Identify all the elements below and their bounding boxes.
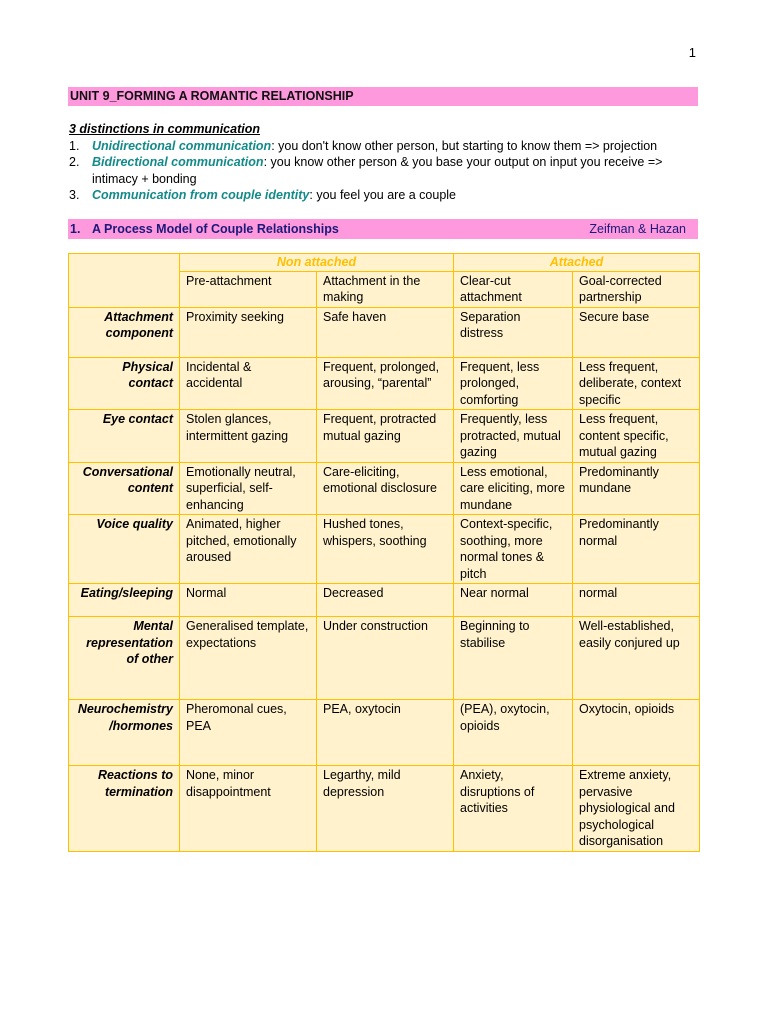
page-number: 1 bbox=[688, 45, 696, 60]
row-header: Eating/sleeping bbox=[69, 584, 180, 617]
table-row bbox=[69, 766, 700, 852]
table-corner-cell bbox=[69, 271, 180, 307]
table-cell: Frequently, less protracted, mutual gazing bbox=[454, 410, 573, 463]
table-cell: Animated, higher pitched, emotionally aroused bbox=[180, 515, 317, 584]
section-number: 1. bbox=[70, 222, 81, 236]
distinction-term: Bidirectional communication bbox=[92, 155, 264, 169]
table-cell: Proximity seeking bbox=[180, 307, 317, 357]
table-cell: normal bbox=[573, 584, 700, 617]
distinction-item bbox=[69, 154, 699, 187]
list-number: 3. bbox=[69, 188, 80, 202]
row-header: Attachment component bbox=[69, 307, 180, 357]
table-cell: Legarthy, mild depression bbox=[317, 766, 454, 852]
column-header: Attachment in the making bbox=[317, 271, 454, 307]
row-header: Physical contact bbox=[69, 357, 180, 410]
distinctions-section bbox=[69, 121, 699, 204]
distinction-text: : you don't know other person, but starting to know them => projection bbox=[271, 138, 658, 153]
table-cell: Emotionally neutral, superficial, self-enhancing bbox=[180, 462, 317, 515]
table-row bbox=[69, 515, 700, 584]
process-model-table bbox=[68, 253, 700, 852]
section-author: Zeifman & Hazan bbox=[589, 222, 686, 236]
list-number: 1. bbox=[69, 138, 80, 153]
table-cell: Stolen glances, intermittent gazing bbox=[180, 410, 317, 463]
table-row bbox=[69, 357, 700, 410]
table-cell: Frequent, protracted mutual gazing bbox=[317, 410, 454, 463]
table-cell: Safe haven bbox=[317, 307, 454, 357]
table-cell: Context-specific, soothing, more normal tones & pitch bbox=[454, 515, 573, 584]
table-row bbox=[69, 617, 700, 700]
unit-title: UNIT 9_FORMING A ROMANTIC RELATIONSHIP bbox=[68, 87, 698, 106]
table-cell: (PEA), oxytocin, opioids bbox=[454, 700, 573, 766]
row-header: Neurochemistry /hormones bbox=[69, 700, 180, 766]
column-header-row bbox=[69, 271, 700, 307]
table-row bbox=[69, 700, 700, 766]
section-title: A Process Model of Couple Relationships bbox=[92, 222, 339, 236]
table-cell: Well-established, easily conjured up bbox=[573, 617, 700, 700]
table-cell: Incidental & accidental bbox=[180, 357, 317, 410]
table-cell: Predominantly normal bbox=[573, 515, 700, 584]
table-cell: Frequent, less prolonged, comforting bbox=[454, 357, 573, 410]
table-cell: Normal bbox=[180, 584, 317, 617]
table-body bbox=[69, 254, 700, 852]
row-header: Mental representation of other bbox=[69, 617, 180, 700]
table-cell: Decreased bbox=[317, 584, 454, 617]
table-cell: None, minor disappointment bbox=[180, 766, 317, 852]
distinction-term: Unidirectional communication bbox=[92, 138, 272, 153]
row-header: Conversational content bbox=[69, 462, 180, 515]
row-header: Eye contact bbox=[69, 410, 180, 463]
table-row bbox=[69, 410, 700, 463]
distinctions-list bbox=[69, 138, 699, 204]
table-corner-cell bbox=[69, 254, 180, 272]
column-header: Pre-attachment bbox=[180, 271, 317, 307]
distinction-term: Communication from couple identity bbox=[92, 188, 310, 202]
table-cell: Oxytocin, opioids bbox=[573, 700, 700, 766]
table-cell: Less emotional, care eliciting, more mundane bbox=[454, 462, 573, 515]
table-cell: Secure base bbox=[573, 307, 700, 357]
table-cell: Frequent, prolonged, arousing, “parental” bbox=[317, 357, 454, 410]
distinction-item bbox=[69, 138, 699, 155]
table-cell: Near normal bbox=[454, 584, 573, 617]
table-row bbox=[69, 462, 700, 515]
table-cell: Care-eliciting, emotional disclosure bbox=[317, 462, 454, 515]
row-header: Voice quality bbox=[69, 515, 180, 584]
section-heading bbox=[68, 219, 698, 239]
table-cell: Under construction bbox=[317, 617, 454, 700]
table-cell: Less frequent, content specific, mutual gazing bbox=[573, 410, 700, 463]
table-cell: Generalised template, expectations bbox=[180, 617, 317, 700]
distinctions-heading: 3 distinctions in communication bbox=[69, 122, 260, 136]
group-header-row bbox=[69, 254, 700, 272]
group-header-attached: Attached bbox=[454, 254, 700, 272]
column-header: Goal-corrected partnership bbox=[573, 271, 700, 307]
table-cell: Hushed tones, whispers, soothing bbox=[317, 515, 454, 584]
column-header: Clear-cut attachment bbox=[454, 271, 573, 307]
table-cell: Pheromonal cues, PEA bbox=[180, 700, 317, 766]
table-cell: Less frequent, deliberate, context specific bbox=[573, 357, 700, 410]
table-cell: PEA, oxytocin bbox=[317, 700, 454, 766]
table-row bbox=[69, 307, 700, 357]
table-cell: Anxiety, disruptions of activities bbox=[454, 766, 573, 852]
distinction-item bbox=[69, 187, 699, 204]
distinction-text: : you feel you are a couple bbox=[309, 188, 456, 202]
group-header-non-attached: Non attached bbox=[180, 254, 454, 272]
distinction-text: : you know other person & you base your output on input you receive => intimacy + bonding bbox=[92, 155, 663, 186]
table-cell: Predominantly mundane bbox=[573, 462, 700, 515]
table-cell: Separation distress bbox=[454, 307, 573, 357]
list-number: 2. bbox=[69, 155, 80, 169]
table-row bbox=[69, 584, 700, 617]
row-header: Reactions to termination bbox=[69, 766, 180, 852]
table-cell: Beginning to stabilise bbox=[454, 617, 573, 700]
table-cell: Extreme anxiety, pervasive physiological and psychological disorganisation bbox=[573, 766, 700, 852]
